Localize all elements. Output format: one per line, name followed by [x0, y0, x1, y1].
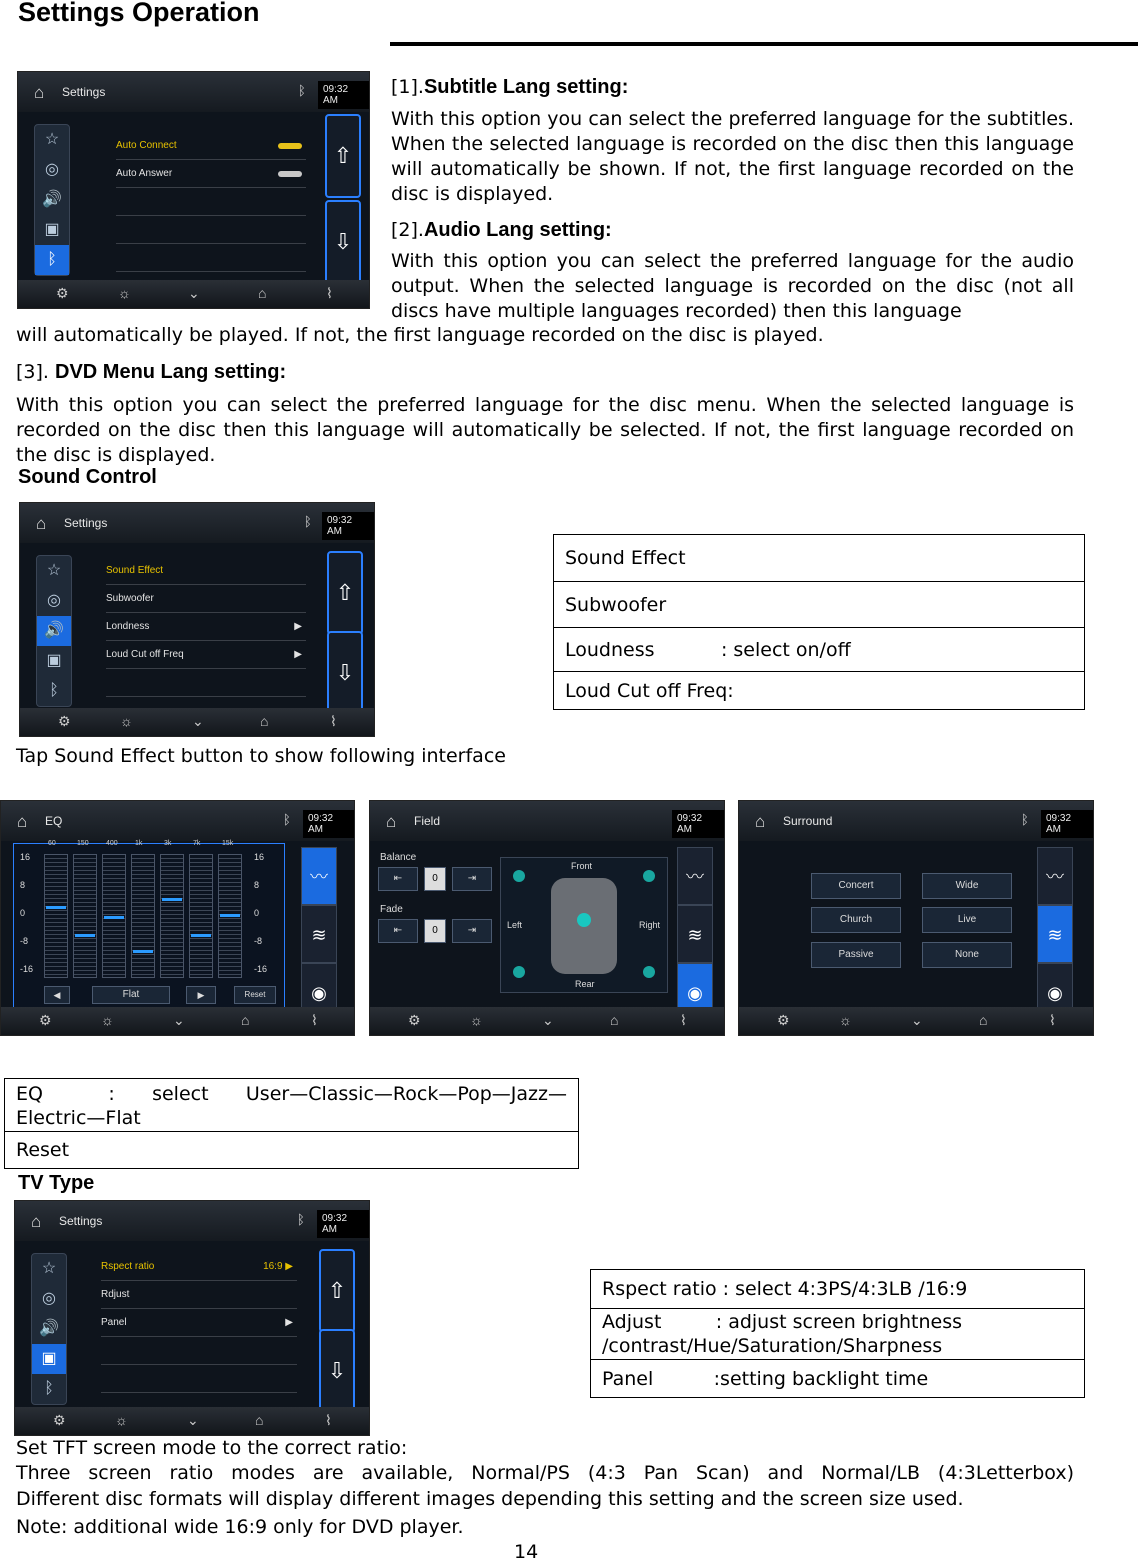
page-number: 14	[514, 1541, 539, 1563]
scroll-up-icon: ⇧	[325, 114, 361, 198]
eq-slider	[160, 854, 184, 978]
toggle-off	[278, 171, 302, 177]
eq-freq-label: 7k	[193, 840, 201, 847]
eq-freq-label: 60	[48, 840, 56, 847]
tap-instruction: Tap Sound Effect button to show following interface	[16, 745, 506, 767]
tv-text-3: Different disc formats will display different images depending this setting and the screen size used.	[16, 1488, 964, 1510]
eq-slider-knob	[191, 934, 211, 937]
dvd-menu-lang-heading: DVD Menu Lang setting:	[55, 361, 287, 383]
eq-slider-knob	[220, 914, 240, 917]
chevron-right-icon: ▶	[294, 621, 302, 632]
eq-next-icon: ▶	[186, 986, 216, 1004]
page-title: Settings Operation	[18, 0, 260, 27]
tv-type-heading: TV Type	[18, 1172, 95, 1194]
eq-freq-label: 1k	[135, 840, 143, 847]
subtitle-lang-heading: Subtitle Lang setting:	[423, 76, 629, 98]
eq-scale-label: -16	[254, 964, 268, 974]
eq-slider	[73, 854, 97, 978]
eq-prev-icon: ◀	[44, 986, 70, 1004]
brightness-icon: ☼	[118, 285, 131, 301]
gear-icon: ⚙	[56, 285, 69, 301]
eq-slider-knob	[162, 898, 182, 901]
sound-settings-screenshot: ⌂ Settings ᛒ 09:32 AM ☆ ◎ 🔊 ▣ ᛒ Sound Effect Subwoofer Londness ▶ Loud Cut off Freq ▶ ⇧ ⇩ ⚙ ☼ ⌄ ⌂ ⌇	[19, 502, 375, 737]
header-rule	[390, 42, 1138, 46]
eq-slider-knob	[75, 934, 95, 937]
home-icon: ⌂	[34, 83, 45, 102]
eq-slider-knob	[46, 906, 66, 909]
fade-front-icon: ⇥	[452, 919, 492, 943]
eq-screenshot: ⌂ EQ ᛒ 09:32 AM 60 150 400 1k 3k 7k 15k 16 16 8 8 0 0 -8 -8 -16 -16 ◀ Flat ▶ Reset 〰 ≋ ◉ ⚙ ☼ ⌄ ⌂ ⌇	[0, 800, 355, 1036]
eq-scale-label: -8	[254, 936, 263, 946]
sound-control-table: Sound Effect Subwoofer Loudness : select on/off Loud Cut off Freq:	[553, 534, 1085, 710]
eq-reset-button: Reset	[234, 986, 276, 1004]
home-icon: ⌂	[258, 285, 267, 301]
fade-back-icon: ⇤	[378, 919, 418, 943]
eq-slider-knob	[133, 950, 153, 953]
eq-scale-label: 16	[20, 852, 31, 862]
surround-screenshot: ⌂ Surround ᛒ 09:32 AM Concert Wide Church Live Passive None 〰 ≋ ◉ ⚙ ☼ ⌄ ⌂ ⌇	[738, 800, 1094, 1036]
surround-tab-icon: ◉	[301, 963, 337, 1021]
eq-scale-label: -8	[20, 936, 29, 946]
bluetooth-icon: ᛒ	[298, 83, 306, 98]
chevron-right-icon: ▶	[294, 649, 302, 660]
car-field-map: Front Rear Left Right	[500, 857, 668, 993]
eq-scale-label: -16	[20, 964, 34, 974]
eq-preset-button: Flat	[92, 986, 170, 1004]
scroll-down-icon: ⇩	[325, 200, 361, 284]
eq-scale-label: 0	[20, 908, 26, 918]
speaker-icon: 🔊	[42, 191, 62, 208]
field-screenshot: ⌂ Field 09:32 AM Balance ⇤ 0 ⇥ Fade ⇤ 0 ⇥ Front Rear Left Right 〰 ≋ ◉ ⚙ ☼ ⌄ ⌂ ⌇	[369, 800, 725, 1036]
eq-table: EQ : select User—Classic—Rock—Pop—Jazz—Electric—Flat Reset	[4, 1078, 579, 1169]
eq-slider	[131, 854, 155, 978]
eq-scale-label: 16	[254, 852, 265, 862]
eq-freq-label: 15k	[222, 840, 234, 847]
subtitle-lang-text: With this option you can select the preferred language for the subtitles. When the selected language is recorded on the disc then this language will automatically be shown. If not, the first language recorded on the disc is displayed.	[391, 108, 1074, 205]
balance-left-icon: ⇤	[378, 867, 418, 891]
eq-slider	[44, 854, 68, 978]
bluetooth-icon: ᛒ	[35, 245, 69, 275]
disc-icon: ◎	[45, 161, 59, 178]
audio-lang-heading: Audio Lang setting:	[423, 219, 612, 241]
balance-right-icon: ⇥	[452, 867, 492, 891]
tv-text-4: Note: additional wide 16:9 only for DVD player.	[16, 1516, 464, 1538]
audio-lang-text: With this option you can select the preferred language for the audio output. When the selected language is recorded on the disc (not all discs have multiple languages recorded) then this language	[391, 250, 1074, 322]
eq-scale-label: 0	[254, 908, 260, 918]
field-tab-icon: ≋	[301, 905, 337, 963]
eq-slider-knob	[104, 916, 124, 919]
eq-scale-label: 8	[20, 880, 26, 890]
eq-freq-label: 3k	[164, 840, 172, 847]
eq-freq-label: 400	[106, 840, 118, 847]
dvd-menu-lang-text: With this option you can select the preferred language for the disc menu. When the selected language is recorded on the disc then this language will automatically be selected. If not, the first language recorded on the disc is displayed.	[16, 394, 1074, 466]
sound-control-heading: Sound Control	[18, 466, 157, 488]
eq-slider	[189, 854, 213, 978]
eq-scale-label: 8	[254, 880, 260, 890]
listening-point-icon	[577, 913, 591, 927]
eq-tab-icon: 〰	[301, 847, 337, 905]
tv-text-1: Set TFT screen mode to the correct ratio:	[16, 1437, 408, 1459]
audio-lang-text-cont: will automatically be played. If not, the first language recorded on the disc is played.	[16, 324, 824, 346]
toggle-on	[278, 143, 302, 149]
star-icon: ☆	[44, 131, 60, 148]
bluetooth-settings-screenshot: ⌂ Settings ᛒ 09:32 AM ☆ ◎ 🔊 ▣ ᛒ Auto Connect Auto Answer ⇧ ⇩ ⚙ ☼ ⌄ ⌂ ⌇	[17, 71, 370, 309]
monitor-icon: ▣	[44, 221, 60, 238]
chevron-down-icon: ⌄	[188, 285, 200, 301]
tv-type-table: Rspect ratio : select 4:3PS/4:3LB /16:9 Adjust : adjust screen brightness /contrast/Hue/Saturation/Sharpness Panel :setting backlight time	[590, 1269, 1085, 1398]
tv-text-2: Three screen ratio modes are available, Normal/PS (4:3 Pan Scan) and Normal/LB (4:3Letterbox)	[16, 1462, 1074, 1484]
wave-icon: ⌇	[326, 285, 333, 301]
eq-freq-label: 150	[77, 840, 89, 847]
tv-settings-screenshot: ⌂ Settings ᛒ 09:32 AM ☆ ◎ 🔊 ▣ ᛒ Rspect ratio 16:9 ▶ Rdjust Panel ▶ ⇧ ⇩ ⚙ ☼ ⌄ ⌂ ⌇	[14, 1200, 370, 1436]
